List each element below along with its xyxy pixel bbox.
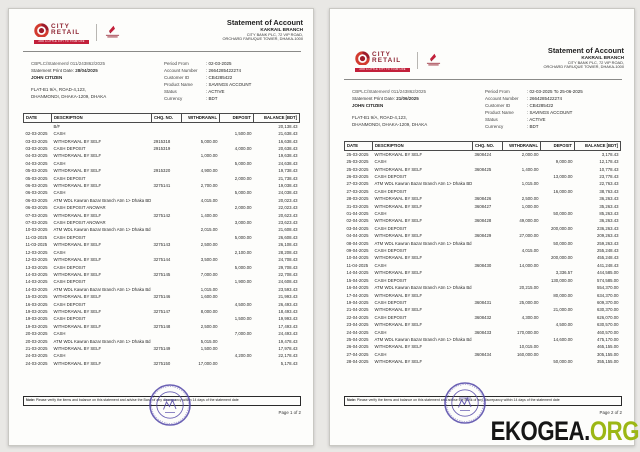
table-row: 15-04-2025 CASH DEPOSIT 130,000.00 574,585.00 — [346, 277, 619, 283]
page-title: Statement of Account — [547, 46, 624, 55]
statement-header — [544, 47, 625, 70]
col-chq-no: CHQ. NO. — [473, 142, 503, 151]
account-summary — [164, 61, 251, 102]
table-row: 19-03-2025 CASH DEPOSIT 1,500.00 19,993.43 — [25, 316, 298, 322]
table-row: 26-04-2025 WITHDRAWAL BY SELF 10,015.00 465,155.00 — [346, 344, 619, 350]
table-row: 07-03-2025 CASH DEPOSIT ANOWAR 3,000.00 23,623.43 — [25, 220, 298, 226]
summary-row: Status : ACTIVE — [485, 116, 546, 122]
table-row: 26-03-2025 CASH DEPOSIT 13,000.00 23,778.43 — [346, 174, 619, 179]
col-balance: BALANCE [BDT] — [575, 142, 621, 151]
table-row: 25-03-2025 WITHDRAWAL BY SELF 3608425 1,400.00 10,778.43 — [346, 166, 619, 172]
table-row: 25-03-2025 CASH 9,000.00 12,178.43 — [346, 159, 619, 165]
summary-row: Currency : BDT — [164, 95, 218, 101]
table-row: 09-04-2025 CASH DEPOSIT 4,015.00 255,248.43 — [346, 248, 619, 254]
summary-row: Customer ID : CB4285422 — [485, 102, 554, 108]
statement-print-date: Statement Print Date: 21/06/2025 — [352, 95, 419, 101]
table-header-row — [345, 142, 621, 151]
table-row: 27-03-2025 CASH DEPOSIT 16,000.00 38,763.43 — [346, 188, 619, 194]
logo-word-retail: RETAIL — [51, 29, 81, 37]
table-row: 12-03-2025 CASH 2,100.00 28,208.43 — [25, 249, 298, 255]
table-row: 28-04-2025 WITHDRAWAL BY SELF 50,000.00 355,155.00 — [346, 359, 619, 365]
customer-address-line2: DHANMONDI, DHAKA-1209, DHAKA — [31, 93, 107, 99]
table-row: 04-03-2025 CASH 5,000.00 24,638.43 — [25, 160, 298, 166]
statement-page-2 — [329, 8, 635, 446]
bank-address-line1: CITY BANK PLC, 72 VIP ROAD, — [246, 31, 303, 37]
table-row: 25-04-2025 ATM WDL Kawran Bazar Branch Atm 1> Dhaka Bd 14,600.00 475,170.00 — [346, 336, 619, 342]
table-row: 20-03-2025 CASH 7,000.00 24,493.43 — [25, 331, 298, 337]
table-row: 11-03-2025 CASH DEPOSIT 5,000.00 26,608.43 — [25, 234, 298, 240]
city-bank-logo-text — [426, 62, 441, 66]
table-row: 14-03-2025 WITHDRAWAL BY SELF 3275145 7,000.00 22,708.43 — [25, 271, 298, 277]
table-row: 23-04-2025 WITHDRAWAL BY SELF 4,500.00 630,570.00 — [346, 322, 619, 328]
official-stamp — [148, 383, 192, 427]
col-chq-no: CHQ. NO. — [152, 114, 182, 123]
transactions-table — [344, 141, 620, 366]
table-row: 01-04-2025 CASH 50,000.00 85,263.43 — [346, 211, 619, 217]
col-withdrawal: WITHDRAWAL — [182, 114, 220, 123]
table-row: 03-03-2025 CASH DEPOSIT 2915319 4,000.00 20,638.43 — [25, 146, 298, 151]
logo-word-retail: RETAIL — [372, 57, 402, 65]
city-bank-kite-icon — [107, 25, 117, 34]
customer-info — [31, 61, 106, 101]
table-row: 11-03-2025 WITHDRAWAL BY SELF 3275143 2,500.00 26,108.43 — [25, 242, 298, 248]
logo-word-city: CITY — [51, 22, 70, 30]
bank-logo-block — [355, 51, 455, 75]
watermark-text-black: EKOGEA. — [490, 416, 590, 446]
col-description: DESCRIPTION — [373, 142, 473, 151]
city-retail-wordmark — [51, 24, 80, 37]
table-row: 22-04-2025 CASH DEPOSIT 3608432 4,300.00 626,070.00 — [346, 314, 619, 320]
summary-row: Status : ACTIVE — [164, 88, 225, 94]
col-date: DATE — [345, 142, 373, 151]
city-bank-kite-icon — [428, 53, 438, 62]
table-row: 27-04-2025 CASH 3608434 160,000.00 305,155.00 — [346, 351, 619, 357]
official-stamp — [443, 381, 487, 425]
col-date: DATE — [24, 114, 52, 123]
table-row: 17-04-2025 WITHDRAWAL BY SELF 80,000.00 634,370.00 — [346, 292, 619, 298]
col-withdrawal: WITHDRAWAL — [503, 142, 541, 151]
logo-word-city: CITY — [372, 50, 391, 58]
customer-address-line1: FLAT-B1 9/A, ROAD-4,123, — [31, 86, 86, 92]
table-row: 21-03-2025 WITHDRAWAL BY SELF 3275149 1,500.00 17,978.43 — [25, 345, 298, 351]
table-row: 04-04-2025 WITHDRAWAL BY SELF 3608429 27,000.00 209,263.43 — [346, 233, 619, 239]
table-row: 02-03-2025 CASH 1,500.00 21,638.43 — [25, 131, 298, 137]
table-row: 07-03-2025 WITHDRAWAL BY SELF 3275142 1,400.00 20,623.43 — [25, 212, 298, 218]
summary-row: Product Name : SAVINGS ACCOUNT — [485, 109, 573, 115]
table-row: 21-04-2025 WITHDRAWAL BY SELF 21,000.00 630,370.00 — [346, 307, 619, 313]
logo-divider — [417, 52, 418, 69]
table-row: 08-04-2025 ATM WDL Kawran Bazar Branch Atm 1> Dhaka Bd 50,000.00 259,263.43 — [346, 240, 619, 246]
col-deposit: DEPOSIT — [220, 114, 254, 123]
table-row: 24-03-2025 WITHDRAWAL BY SELF 3275150 17,000.00 5,178.43 — [25, 360, 298, 366]
branch-name: KAKRAIL BRANCH — [260, 27, 303, 32]
bank-address-line1: CITY BANK PLC, 72 VIP ROAD, — [567, 59, 624, 65]
customer-name: JOHN CITIZEN — [31, 74, 63, 80]
table-row: 24-04-2025 CASH 3608433 170,000.00 460,570.00 — [346, 329, 619, 335]
transactions-table — [23, 113, 299, 367]
summary-row: Product Name : SAVINGS ACCOUNT — [164, 81, 252, 87]
table-row: 05-03-2025 WITHDRAWAL BY SELF 2915320 4,900.00 19,738.43 — [25, 168, 298, 174]
summary-row: Account Number : 2664285422274 — [485, 95, 563, 101]
city-retail-swirl-icon — [34, 23, 49, 37]
table-row: 10-04-2025 WITHDRAWAL BY SELF 200,000.00 455,248.43 — [346, 255, 619, 261]
footer-note: Note: Please verify the items and balance on this statement and advise the Bank of any discrepancy within 14 days of the statement date — [344, 396, 622, 406]
table-row: 14-04-2025 WITHDRAWAL BY SELF 3,336.57 444,585.00 — [346, 270, 619, 276]
page-number: Page 2 of 2 — [599, 410, 622, 415]
table-row: 16-03-2025 CASH DEPOSIT 4,500.00 26,493.43 — [25, 301, 298, 307]
table-row: 20-03-2025 ATM WDL Kawran Bazar Branch Atm 1> Dhaka Bd 5,015.00 19,478.43 — [25, 338, 298, 344]
table-row: 19-04-2025 CASH DEPOSIT 3608431 25,000.00 609,370.00 — [346, 299, 619, 305]
table-row: 19-03-2025 WITHDRAWAL BY SELF 3275148 2,500.00 17,493.43 — [25, 323, 298, 329]
col-balance: BALANCE [BDT] — [254, 114, 300, 123]
summary-row: Customer ID : CB4285422 — [164, 74, 233, 80]
table-row: 10-03-2025 ATM WDL Kawran Bazar Branch Atm 1> Dhaka Bd 2,015.00 21,608.43 — [25, 227, 298, 233]
logo-divider — [96, 24, 97, 41]
table-row: 15-03-2025 WITHDRAWAL BY SELF 3275146 1,600.00 21,993.43 — [25, 294, 298, 300]
table-row: 06-03-2025 WITHDRAWAL BY SELF 3275141 2,700.00 19,038.43 — [25, 183, 298, 189]
table-row: 03-04-2025 CASH DEPOSIT 200,000.00 236,263.43 — [346, 225, 619, 231]
customer-info — [352, 89, 427, 129]
col-description: DESCRIPTION — [52, 114, 152, 123]
city-bank-logo — [423, 53, 443, 66]
city-bank-logo-text — [105, 34, 120, 38]
table-row: 04-03-2025 WITHDRAWAL BY SELF 1,000.00 19,638.43 — [25, 153, 298, 159]
table-row: 24-03-2025 CASH 4,200.00 22,178.43 — [25, 353, 298, 359]
header-rule — [344, 79, 622, 80]
summary-row: Currency : BDT — [485, 123, 539, 129]
table-row: 11-04-2025 CASH 3608430 14,000.00 441,248.43 — [346, 262, 619, 268]
table-row: 13-03-2025 CASH DEPOSIT 5,000.00 29,708.43 — [25, 264, 298, 270]
bank-logo-block — [34, 23, 134, 47]
footer-note: Note: Please verify the items and balance on this statement and advise the Bank of any discrepancy within 14 days of the statement date — [23, 396, 301, 406]
table-row: 14-03-2025 ATM WDL Kawran Bazar Branch Atm 1> Dhaka Bd 1,015.00 23,593.43 — [25, 286, 298, 292]
logo-tagline: ADD A LITTLE CITY TO YOUR LIFE — [355, 68, 410, 73]
table-row: 14-03-2025 CASH DEPOSIT 1,900.00 24,608.43 — [25, 279, 298, 285]
city-retail-swirl-icon — [355, 51, 370, 65]
statement-page-1 — [8, 8, 314, 446]
table-row: 28-03-2025 WITHDRAWAL BY SELF 3608426 2,500.00 36,263.43 — [346, 196, 619, 202]
statement-header — [223, 19, 304, 42]
customer-address-line2: DHANMONDI, DHAKA-1209, DHAKA — [352, 121, 428, 127]
customer-address — [31, 87, 106, 101]
statement-print-date: Statement Print Date: 28/04/2025 — [31, 67, 98, 73]
bank-address-line2: ORCHARD FARUQUE TOWER, DHAKA-1000 — [222, 36, 303, 42]
bank-address-line2: ORCHARD FARUQUE TOWER, DHAKA-1000 — [543, 64, 624, 70]
table-row: 03-03-2025 WITHDRAWAL BY SELF 2915318 5,000.00 16,638.43 — [25, 138, 298, 144]
watermark-text-green: ORG — [589, 416, 639, 446]
page-number: Page 1 of 2 — [278, 410, 301, 415]
table-row: 25-03-2025 WITHDRAWAL BY SELF 3608424 2,000.00 3,178.43 — [346, 151, 619, 157]
account-summary — [485, 89, 583, 130]
page-title: Statement of Account — [226, 18, 303, 27]
customer-address-line1: FLAT-B1 9/A, ROAD-4,123, — [352, 114, 407, 120]
branch-name: KAKRAIL BRANCH — [581, 55, 624, 60]
table-row: 06-03-2025 CASH DEPOSIT ANOWAR 2,000.00 22,023.43 — [25, 205, 298, 211]
statement-reference: CBPLC/Statement/ 011/243862/2025 — [31, 61, 105, 66]
table-row: B/F 20,138.43 — [53, 123, 298, 129]
customer-address — [352, 115, 427, 129]
table-header-row — [24, 114, 300, 123]
summary-row: Period From : 02-03-2025 To 25-06-2025 — [485, 89, 583, 94]
table-row: 27-03-2025 ATM WDL Kawran Bazar Branch Atm 1> Dhaka BD 1,015.00 22,763.43 — [346, 181, 619, 187]
summary-row: Account Number : 2664285422274 — [164, 67, 242, 73]
table-row: 05-03-2025 CASH DEPOSIT 2,000.00 21,738.43 — [25, 175, 298, 181]
logo-tagline: ADD A LITTLE CITY TO YOUR LIFE — [34, 40, 89, 45]
table-row: 06-03-2025 CASH 5,000.00 24,038.43 — [25, 190, 298, 196]
statement-reference: CBPLC/Statement/ 011/243862/2025 — [352, 89, 426, 94]
header-rule — [23, 51, 301, 52]
table-row: 06-03-2025 ATM WDL Kawran Bazar Branch Atm 1> Dhaka BD 4,015.00 20,023.43 — [25, 197, 298, 203]
table-row: 02-04-2025 WITHDRAWAL BY SELF 3608428 49,000.00 36,263.43 — [346, 218, 619, 224]
table-row: 19-03-2025 WITHDRAWAL BY SELF 3275147 8,000.00 18,493.43 — [25, 308, 298, 314]
city-retail-wordmark — [372, 52, 401, 65]
table-row: 12-03-2025 WITHDRAWAL BY SELF 3275144 3,500.00 24,708.43 — [25, 257, 298, 263]
customer-name: JOHN CITIZEN — [352, 102, 384, 108]
summary-row: Period From : 02-03-2025 — [164, 61, 232, 66]
ekogea-org-watermark-logo — [491, 416, 639, 447]
table-row: 31-03-2025 WITHDRAWAL BY SELF 3608427 1,000.00 35,263.43 — [346, 203, 619, 209]
city-bank-logo — [102, 25, 122, 38]
table-row: 16-04-2025 ATM WDL Kawran Bazar Branch Atm 1> Dhaka Bd 20,215.00 554,370.00 — [346, 285, 619, 291]
col-deposit: DEPOSIT — [541, 142, 575, 151]
